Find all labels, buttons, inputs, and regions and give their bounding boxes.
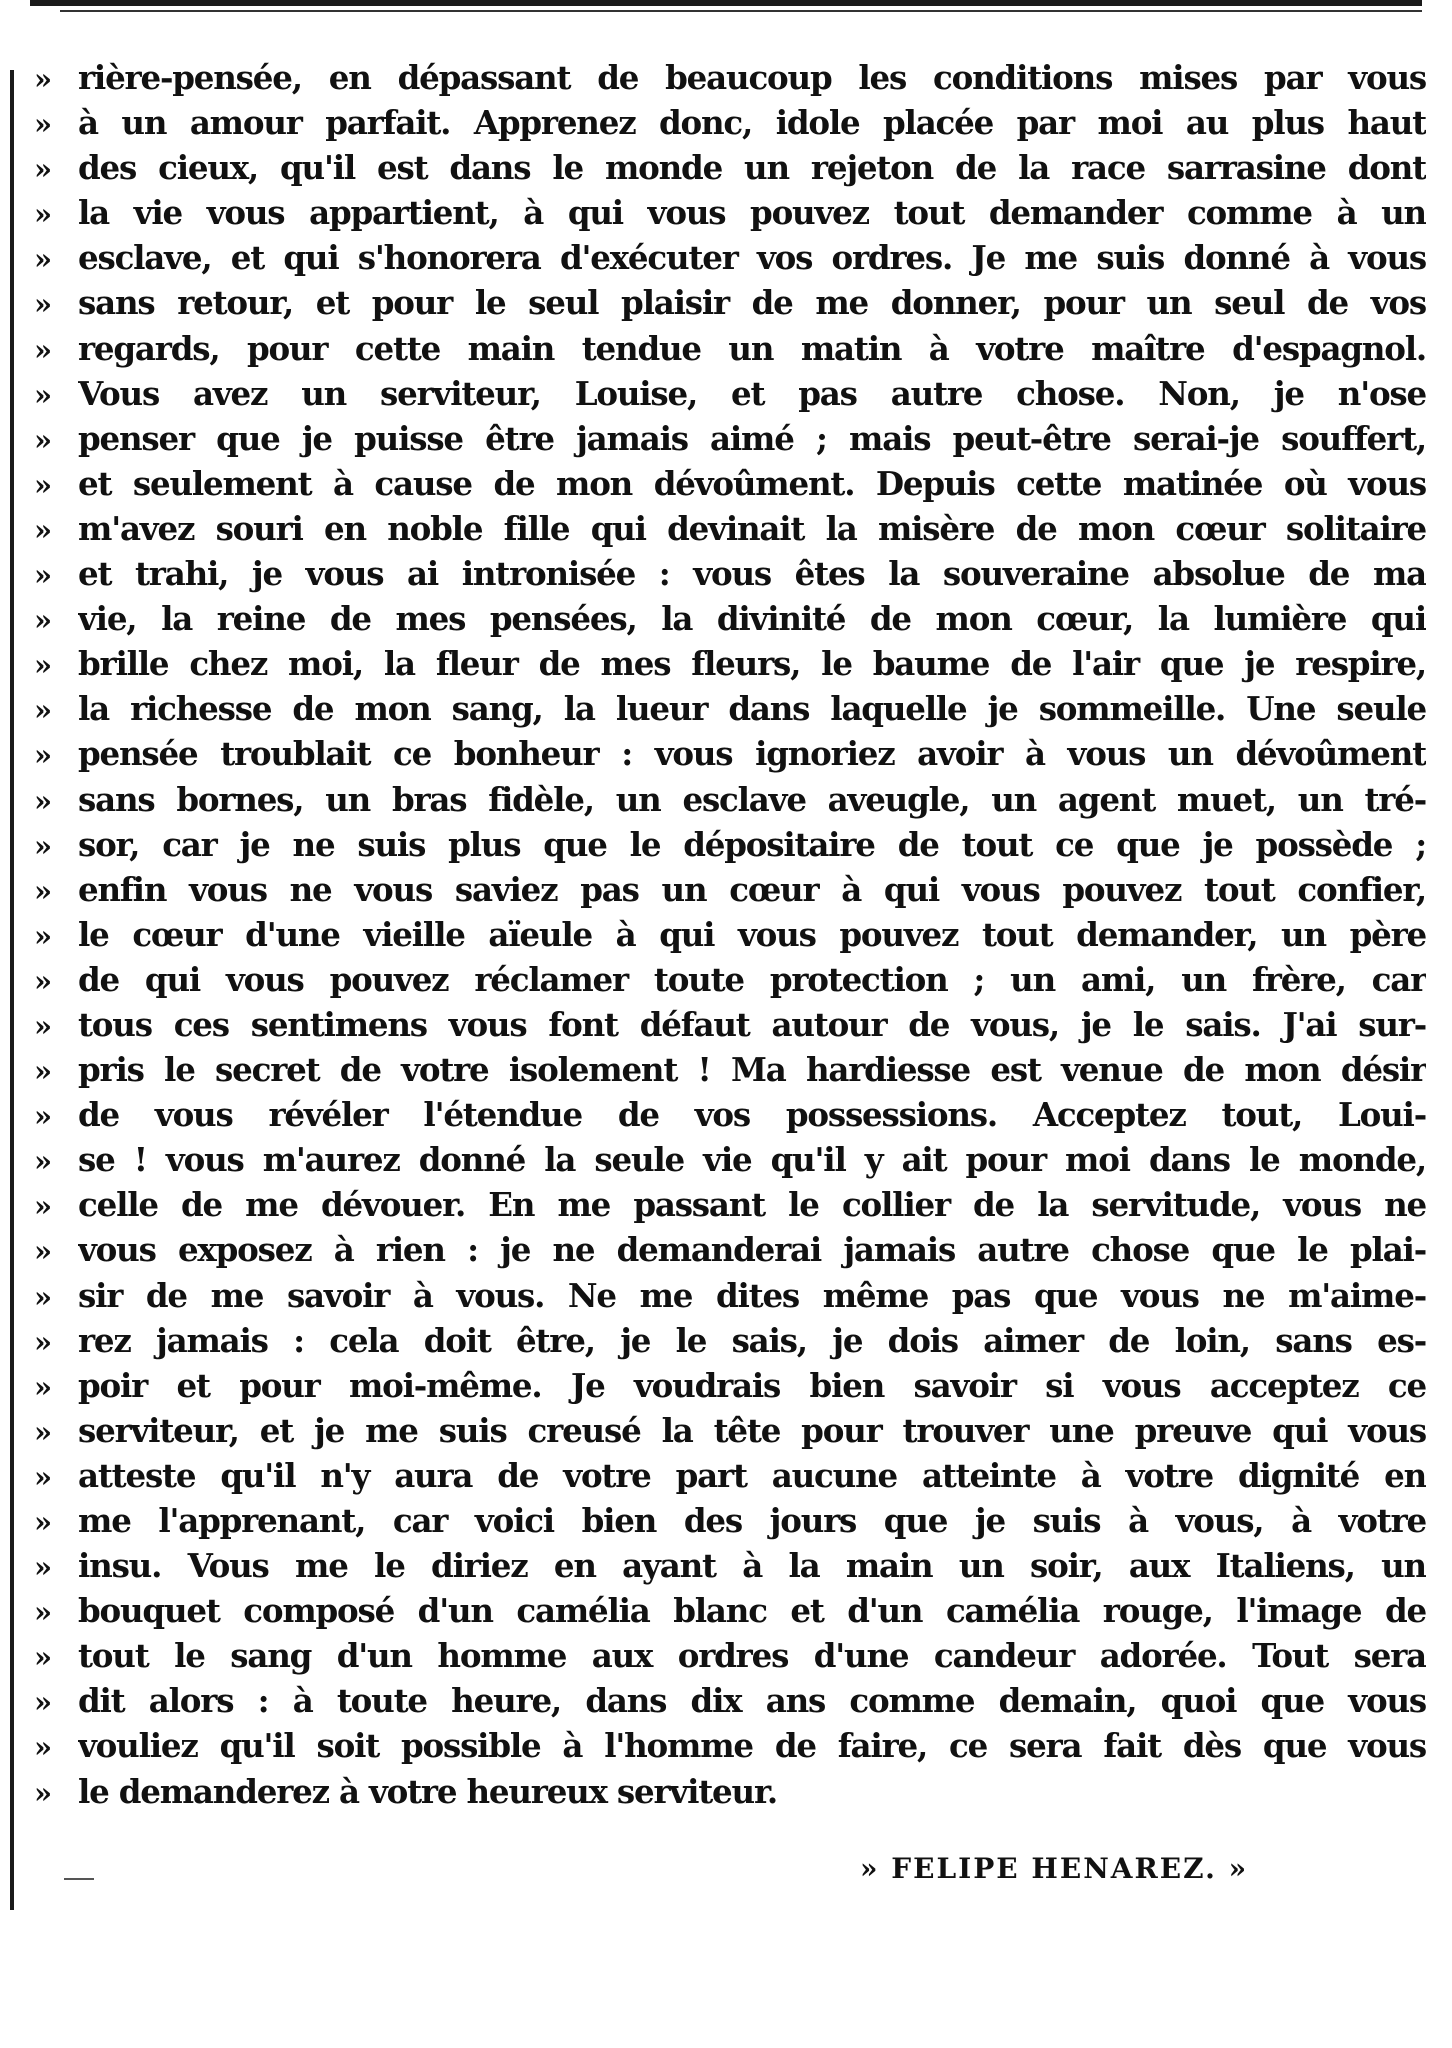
quote-mark: » [34, 107, 51, 142]
letter-line-text: dit alors : à toute heure, dans dix ans comme demain, quoi que vous [78, 1681, 1426, 1721]
quote-mark: » [34, 1324, 51, 1359]
letter-line-text: rière-pensée, en dépassant de beaucoup les conditions mises par vous [78, 58, 1426, 97]
letter-line [34, 58, 1426, 103]
quote-mark: » [34, 873, 51, 908]
quote-mark: » [34, 783, 51, 818]
letter-line [34, 374, 1426, 419]
quote-mark: » [34, 1775, 51, 1810]
letter-line [34, 1681, 1426, 1726]
letter-line [34, 1005, 1426, 1050]
quote-mark: » [34, 1369, 51, 1404]
letter-line [34, 509, 1426, 554]
letter-line-text: enfin vous ne vous saviez pas un cœur à qui vous pouvez tout confier, [78, 869, 1426, 909]
letter-line-text: sor, car je ne suis plus que le dépositaire de tout ce que je possède ; [78, 824, 1426, 864]
quote-mark: » [34, 1189, 51, 1224]
letter-line [34, 599, 1426, 644]
letter-line-text: vie, la reine de mes pensées, la divinité de mon cœur, la lumière qui [78, 599, 1426, 639]
quote-mark: » [34, 738, 51, 773]
left-column-rule [10, 70, 14, 1910]
separator-dash [64, 1878, 94, 1880]
letter-line-text: pensée troublait ce bonheur : vous ignoriez avoir à vous un dévoûment [78, 734, 1426, 774]
letter-line [34, 1546, 1426, 1591]
letter-line [34, 1140, 1426, 1185]
quote-mark: » [34, 1640, 51, 1675]
letter-line-text: pris le secret de votre isolement ! Ma hardiesse est venue de mon désir [78, 1050, 1426, 1090]
letter-line [34, 1185, 1426, 1230]
letter-line [34, 1050, 1426, 1095]
quote-mark: » [34, 828, 51, 863]
quote-mark: » [34, 1099, 51, 1134]
letter-line [34, 1095, 1426, 1140]
letter-line-text: me l'apprenant, car voici bien des jours que je suis à vous, à votre [78, 1501, 1426, 1540]
letter-line-text: sir de me savoir à vous. Ne me dites même pas que vous ne m'aime- [78, 1275, 1426, 1315]
quote-mark: » [34, 1414, 51, 1449]
letter-line-text: m'avez souri en noble fille qui devinait la misère de mon cœur solitaire [78, 508, 1426, 548]
quote-mark: » [34, 332, 51, 367]
letter-line-text: tous ces sentimens vous font défaut autour de vous, je le sais. J'ai sur- [78, 1004, 1426, 1044]
letter-line [34, 1321, 1426, 1366]
letter-line-text: rez jamais : cela doit être, je le sais, je dois aimer de loin, sans es- [78, 1320, 1426, 1360]
letter-line [34, 283, 1426, 328]
quote-mark: » [34, 422, 51, 457]
quote-mark: » [34, 1685, 51, 1720]
quote-mark: » [34, 1008, 51, 1043]
letter-line-text: et seulement à cause de mon dévoûment. Depuis cette matinée où vous [78, 463, 1426, 503]
letter-line-text: esclave, et qui s'honorera d'exécuter vos ordres. Je me suis donné à vous [78, 238, 1426, 278]
quote-mark: » [34, 693, 51, 728]
quote-mark: » [34, 1054, 51, 1089]
letter-line [34, 464, 1426, 509]
letter-line-text: à un amour parfait. Apprenez donc, idole placée par moi au plus haut [78, 103, 1426, 143]
letter-line [34, 1726, 1426, 1771]
quote-mark: » [34, 1550, 51, 1585]
quote-mark: » [34, 377, 51, 412]
letter-column [34, 58, 1426, 1817]
letter-line [34, 1276, 1426, 1321]
letter-line [34, 1772, 1426, 1817]
letter-line [34, 870, 1426, 915]
letter-line-text: et trahi, je vous ai intronisée : vous êtes la souveraine absolue de ma [78, 554, 1426, 594]
letter-line [34, 1636, 1426, 1681]
letter-line [34, 554, 1426, 599]
letter-line-text: regards, pour cette main tendue un matin à votre maître d'espagnol. [78, 328, 1426, 368]
letter-line-text: tout le sang d'un homme aux ordres d'une candeur adorée. Tout sera [78, 1636, 1426, 1676]
letter-line-text: de vous révéler l'étendue de vos possessions. Acceptez tout, Loui- [78, 1095, 1426, 1135]
letter-line [34, 915, 1426, 960]
quote-mark: » [34, 1595, 51, 1630]
letter-line-text: des cieux, qu'il est dans le monde un rejeton de la race sarrasine dont [78, 148, 1426, 188]
letter-line-text: insu. Vous me le diriez en ayant à la main un soir, aux Italiens, un [78, 1546, 1426, 1586]
top-border-rule-thin [60, 10, 1422, 12]
quote-mark: » [34, 558, 51, 593]
quote-mark: » [34, 1279, 51, 1314]
letter-line-text: atteste qu'il n'y aura de votre part aucune atteinte à votre dignité en [78, 1455, 1426, 1495]
quote-mark: » [34, 287, 51, 322]
quote-mark: » [34, 648, 51, 683]
letter-line [34, 689, 1426, 734]
quote-mark: » [34, 62, 51, 96]
letter-signature: » FELIPE HENAREZ. » [860, 1852, 1249, 1885]
letter-line-text: le demanderez à votre heureux serviteur. [78, 1771, 778, 1811]
letter-line-text: penser que je puisse être jamais aimé ; mais peut-être serai-je souffert, [78, 418, 1426, 458]
letter-line-text: de qui vous pouvez réclamer toute protection ; un ami, un frère, car [78, 959, 1426, 999]
letter-line [34, 419, 1426, 464]
quote-mark: » [34, 918, 51, 953]
letter-line-text: sans bornes, un bras fidèle, un esclave aveugle, un agent muet, un tré- [78, 779, 1426, 819]
letter-line [34, 1591, 1426, 1636]
letter-line-text: se ! vous m'aurez donné la seule vie qu'il y ait pour moi dans le monde, [78, 1140, 1426, 1180]
letter-line [34, 1230, 1426, 1275]
letter-line [34, 1456, 1426, 1501]
letter-line-text: bouquet composé d'un camélia blanc et d'un camélia rouge, l'image de [78, 1591, 1426, 1631]
quote-mark: » [34, 1505, 51, 1539]
letter-line [34, 103, 1426, 148]
letter-line-text: celle de me dévouer. En me passant le collier de la servitude, vous ne [78, 1185, 1426, 1225]
letter-line [34, 734, 1426, 779]
top-border-rule [30, 0, 1422, 6]
quote-mark: » [34, 512, 51, 547]
quote-mark: » [34, 467, 51, 502]
quote-mark: » [34, 152, 51, 187]
letter-line [34, 329, 1426, 374]
quote-mark: » [34, 1459, 51, 1494]
quote-mark: » [34, 1730, 51, 1765]
letter-line [34, 960, 1426, 1005]
letter-line-text: Vous avez un serviteur, Louise, et pas autre chose. Non, je n'ose [78, 373, 1426, 413]
quote-mark: » [34, 963, 51, 998]
letter-line-text: le cœur d'une vieille aïeule à qui vous pouvez tout demander, un père [78, 914, 1426, 954]
letter-line-text: la vie vous appartient, à qui vous pouvez tout demander comme à un [78, 193, 1426, 233]
letter-line [34, 1501, 1426, 1546]
letter-line [34, 238, 1426, 283]
letter-line [34, 1366, 1426, 1411]
letter-line-text: vouliez qu'il soit possible à l'homme de faire, ce sera fait dès que vous [78, 1726, 1426, 1766]
quote-mark: » [34, 603, 51, 638]
quote-mark: » [34, 242, 51, 277]
letter-line [34, 780, 1426, 825]
letter-line [34, 644, 1426, 689]
letter-line-text: serviteur, et je me suis creusé la tête pour trouver une preuve qui vous [78, 1410, 1426, 1450]
letter-line [34, 825, 1426, 870]
letter-line-text: sans retour, et pour le seul plaisir de me donner, pour un seul de vos [78, 283, 1426, 323]
letter-line-text: vous exposez à rien : je ne demanderai jamais autre chose que le plai- [78, 1230, 1426, 1270]
quote-mark: » [34, 197, 51, 232]
letter-line-text: brille chez moi, la fleur de mes fleurs, le baume de l'air que je respire, [78, 644, 1426, 684]
quote-mark: » [34, 1144, 51, 1179]
letter-line [34, 193, 1426, 238]
quote-mark: » [34, 1234, 51, 1269]
letter-line-text: la richesse de mon sang, la lueur dans laquelle je sommeille. Une seule [78, 689, 1426, 729]
letter-line [34, 148, 1426, 193]
letter-line-text: poir et pour moi-même. Je voudrais bien savoir si vous acceptez ce [78, 1365, 1426, 1405]
letter-line [34, 1411, 1426, 1456]
